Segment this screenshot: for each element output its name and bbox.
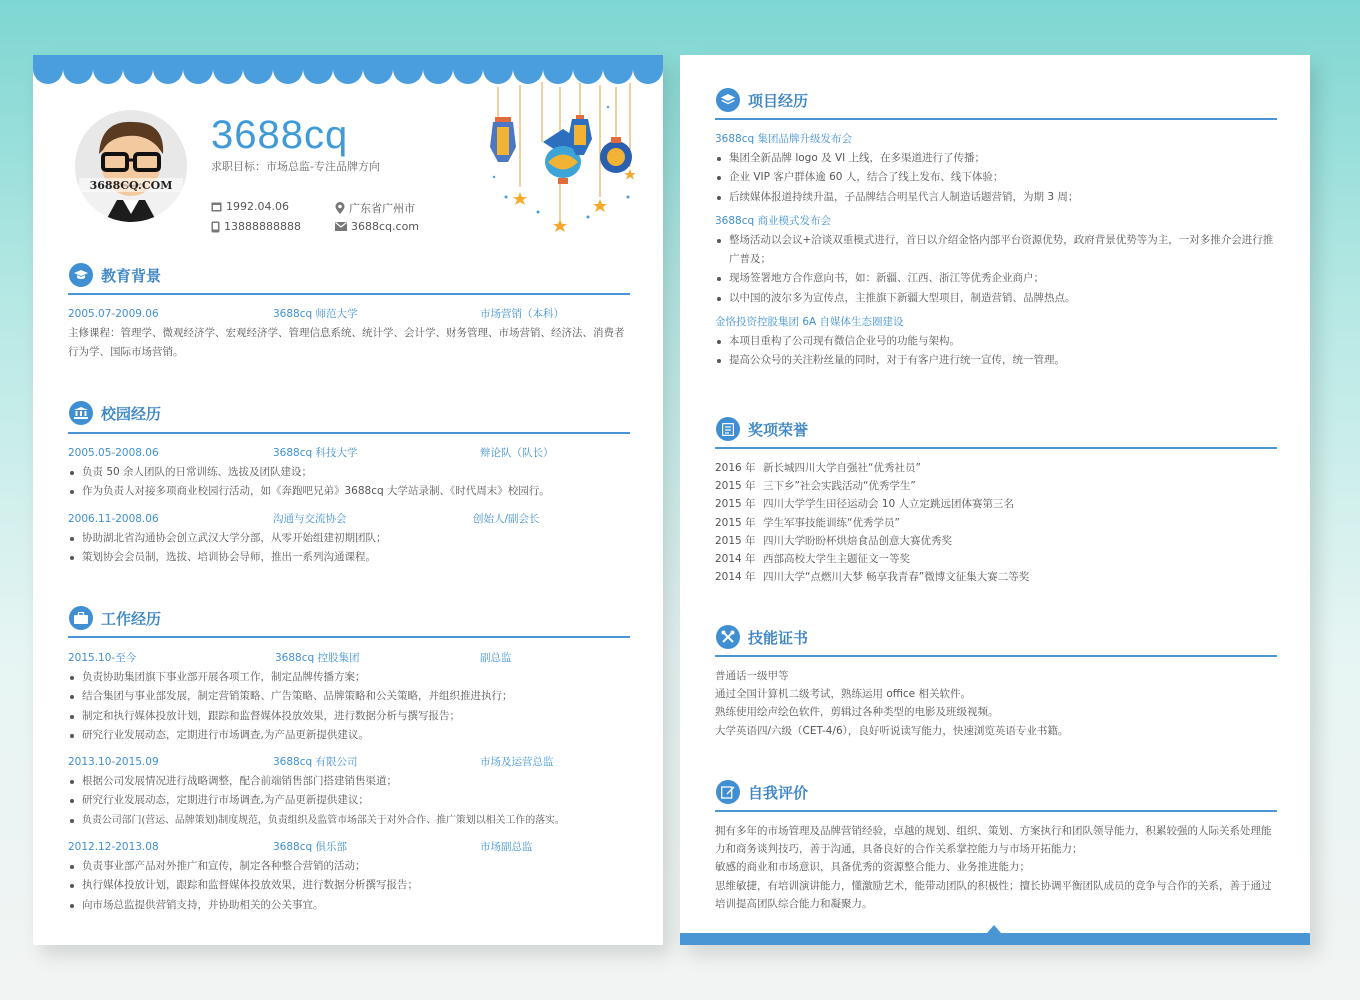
- section-education-header: [69, 263, 161, 287]
- calendar-icon: [211, 201, 222, 212]
- footer-bar: [680, 933, 1310, 945]
- avatar-watermark: 3688CQ.COM: [89, 179, 173, 192]
- awards-list: [715, 459, 1277, 586]
- scallop-arc: [93, 55, 123, 84]
- work-role: 市场副总监: [480, 841, 533, 854]
- award-item: [715, 477, 1277, 495]
- list-item: 现场签署地方合作意向书，如：新疆、江西、浙江等优秀企业商户；: [715, 269, 1277, 288]
- award-item: [715, 550, 1277, 568]
- education-date: 2005.07-2009.06: [68, 308, 159, 320]
- award-text: 学生军事技能训练“优秀学员”: [763, 516, 900, 529]
- campus-date: 2005.05-2008.06: [68, 447, 159, 459]
- list-item: 提高公众号的关注粉丝量的同时，对于有客户进行统一宣传，统一管理。: [715, 351, 1277, 370]
- award-text: 三下乡”社会实践活动“优秀学生”: [763, 480, 916, 493]
- list-item: 研究行业发展动态，定期进行市场调查,为产品更新提供建议。: [68, 726, 630, 745]
- lantern-4: [600, 137, 632, 173]
- work-row: [68, 649, 630, 668]
- section-skills-title: 技能证书: [748, 628, 809, 647]
- list-item: 集团全新品牌 logo 及 VI 上线，在多渠道进行了传播；: [715, 149, 1277, 168]
- list-item: 向市场总监提供营销支持，并协助相关的公关事宜。: [68, 896, 630, 915]
- self-eval-line: 敏感的商业和市场意识，具备优秀的资源整合能力、业务推进能力；: [715, 861, 1030, 874]
- campus-row: [68, 444, 630, 463]
- edit-icon: [716, 780, 740, 804]
- scallop-arc: [333, 55, 363, 84]
- tools-icon: [716, 625, 740, 649]
- section-awards-header: [716, 417, 808, 441]
- section-divider: [715, 655, 1277, 657]
- campus-org: 3688cq 科技大学: [273, 447, 358, 459]
- section-projects-header: [716, 88, 808, 112]
- work-entry: [68, 649, 630, 745]
- birth-date-text: 1992.04.06: [226, 200, 289, 213]
- lantern-decoration: [488, 77, 638, 237]
- award-text: 四川大学“点燃川大梦 畅享我青春”微博文征集大赛二等奖: [763, 571, 1030, 584]
- award-text: 西部高校大学生主题征文一等奖: [763, 553, 910, 566]
- work-org: 3688cq 有限公司: [273, 756, 358, 769]
- work-row: [68, 753, 630, 772]
- award-item: [715, 459, 1277, 477]
- list-item: 后续媒体报道持续升温，子品牌结合明星代言人制造话题营销，为期 3 周；: [715, 188, 1277, 207]
- work-date: 2013.10-2015.09: [68, 756, 159, 769]
- award-text: 四川大学学生田径运动会 10 人立定跳远团体赛第三名: [763, 498, 1015, 511]
- campus-entry: [68, 444, 630, 502]
- list-item: 根据公司发展情况进行战略调整，配合前端销售部门搭建销售渠道；: [68, 772, 630, 791]
- email: [335, 220, 419, 233]
- section-divider: [68, 636, 630, 638]
- graduation-cap-icon: [69, 263, 93, 287]
- list-item: 企业 VIP 客户群体逾 60 人，结合了线上发布、线下体验；: [715, 168, 1277, 187]
- award-item: [715, 495, 1277, 513]
- section-divider: [715, 118, 1277, 120]
- section-awards-title: 奖项荣誉: [748, 420, 809, 439]
- candidate-name: 3688cq: [211, 113, 349, 157]
- briefcase-icon: [69, 606, 93, 630]
- scallop-arc: [423, 55, 453, 84]
- section-self-title: 自我评价: [748, 783, 809, 802]
- footer-triangle: [987, 925, 1001, 933]
- section-self-header: [716, 780, 808, 804]
- skill-line: 熟练使用绘声绘色软件，剪辑过各种类型的电影及班级视频。: [715, 706, 999, 719]
- scallop-arc: [243, 55, 273, 84]
- location-pin-icon: [335, 202, 345, 214]
- award-item: [715, 514, 1277, 532]
- award-year: 2015 年: [715, 480, 756, 493]
- campus-role: 辩论队（队长）: [480, 447, 554, 459]
- email-text: 3688cq.com: [351, 220, 420, 233]
- campus-org: 沟通与交流协会: [273, 512, 347, 525]
- work-org: 3688cq 俱乐部: [273, 841, 347, 854]
- scallop-arc: [153, 55, 183, 84]
- list-item: 负责公司部门(营运、品牌策划)制度规范，负责组织及监管市场部关于对外合作、推广策划以相关工作的落实。: [68, 811, 630, 830]
- campus-date: 2006.11-2008.06: [68, 512, 159, 525]
- list-item: 作为负责人对接多项商业校园行活动，如《奔跑吧兄弟》3688cq 大学站录制、《时代周末》校园行。: [68, 482, 630, 501]
- skills-list: [715, 667, 1277, 740]
- project-name: 3688cq 集团品牌升级发布会: [715, 133, 852, 145]
- section-divider: [715, 447, 1277, 449]
- work-entries: [68, 649, 630, 915]
- section-education-title: 教育背景: [101, 266, 162, 285]
- award-year: 2014 年: [715, 553, 756, 566]
- self-eval-line: 拥有多年的市场管理及品牌营销经验，卓越的规划、组织、策划、方案执行和团队领导能力，积累较强的人际关系处理能力和商务谈判技巧，善于沟通，具备良好的合作关系掌控能力与市场开拓能力；: [715, 825, 1272, 856]
- list-item: 负责协助集团旗下事业部开展各项工作，制定品牌传播方案；: [68, 668, 630, 687]
- project-name: 3688cq 商业模式发布会: [715, 214, 831, 227]
- phone: [211, 220, 301, 233]
- section-campus-header: [69, 401, 161, 425]
- certificate-icon: [716, 417, 740, 441]
- email-icon: [335, 222, 347, 231]
- lantern-1: [490, 117, 516, 162]
- work-date: 2012.12-2013.08: [68, 841, 159, 854]
- scallop-arc: [63, 55, 93, 84]
- list-item: 负责事业部产品对外推广和宣传，制定各种整合营销的活动；: [68, 857, 630, 876]
- scallop-arc: [363, 55, 393, 84]
- list-item: 制定和执行媒体投放计划，跟踪和监督媒体投放效果，进行数据分析与撰写报告；: [68, 707, 630, 726]
- work-role: 市场及运营总监: [480, 756, 554, 769]
- award-year: 2016 年: [715, 462, 756, 474]
- education-entry: [68, 305, 630, 362]
- list-item: 策划协会会员制，选拔、培训协会导师，推出一系列沟通课程。: [68, 548, 630, 567]
- phone-text: 13888888888: [224, 220, 301, 233]
- education-courses: 主修课程：管理学、微观经济学、宏观经济学、管理信息系统、统计学、会计学、财务管理、市场营销、经济法、消费者行为学、国际市场营销。: [68, 327, 625, 358]
- institution-icon: [69, 401, 93, 425]
- project-entries: [715, 130, 1277, 371]
- education-row: [68, 305, 630, 324]
- award-year: 2015 年: [715, 516, 756, 529]
- work-entry: [68, 753, 630, 830]
- work-date: 2015.10-至今: [68, 652, 137, 664]
- phone-icon: [211, 221, 220, 233]
- self-evaluation: [715, 822, 1277, 913]
- section-work-header: [69, 606, 161, 630]
- education-school: 3688cq 师范大学: [273, 308, 358, 320]
- award-year: 2015 年: [715, 498, 756, 511]
- award-item: [715, 568, 1277, 586]
- campus-entries: [68, 444, 630, 567]
- scallop-arc: [183, 55, 213, 84]
- list-item: 结合集团与事业部发展，制定营销策略、广告策略、品牌策略和公关策略，并组织推进执行；: [68, 687, 630, 706]
- section-divider: [715, 810, 1277, 812]
- list-item: 研究行业发展动态，定期进行市场调查,为产品更新提供建议；: [68, 791, 630, 810]
- campus-row: [68, 510, 630, 529]
- section-projects-title: 项目经历: [748, 91, 809, 110]
- list-item: 以中国的波尔多为宣传点，主推旗下新疆大型项目，制造营销、品牌热点。: [715, 289, 1277, 308]
- scallop-arc: [453, 55, 483, 84]
- list-item: 协助湖北省沟通协会创立武汉大学分部，从零开始组建初期团队；: [68, 529, 630, 548]
- list-item: 整场活动以会议+洽谈双重模式进行，首日以介绍金恪内部平台资源优势，政府背景优势等为主，一对多推介会进行推广普及；: [715, 231, 1277, 270]
- award-year: 2015 年: [715, 534, 756, 547]
- list-item: 执行媒体投放计划，跟踪和监督媒体投放效果，进行数据分析撰写报告；: [68, 876, 630, 895]
- education-major: 市场营销（本科）: [480, 308, 564, 320]
- birth-date: [211, 200, 289, 213]
- scallop-arc: [393, 55, 423, 84]
- list-item: 本项目重构了公司现有微信企业号的功能与架构。: [715, 332, 1277, 351]
- project-name: 金恪投资控股集团 6A 自媒体生态圈建设: [715, 316, 904, 329]
- work-entry: [68, 838, 630, 915]
- job-objective: 求职目标：市场总监-专注品牌方向: [211, 160, 380, 173]
- section-campus-title: 校园经历: [101, 404, 162, 423]
- scallop-arc: [303, 55, 333, 84]
- section-divider: [68, 293, 630, 295]
- work-org: 3688cq 控股集团: [275, 652, 360, 664]
- location: [335, 200, 415, 216]
- work-row: [68, 838, 630, 857]
- layers-icon: [716, 88, 740, 112]
- skill-line: 普通话一级甲等: [715, 670, 789, 682]
- resume-page-right: [680, 55, 1310, 945]
- resume-page-left: [33, 55, 663, 945]
- scallop-arc: [213, 55, 243, 84]
- list-item: 负责 50 余人团队的日常训练、选拔及团队建设；: [68, 463, 630, 482]
- award-text: 四川大学盼盼杯烘焙食品创意大赛优秀奖: [763, 534, 952, 547]
- section-work-title: 工作经历: [101, 609, 162, 628]
- scallop-arc: [33, 55, 63, 84]
- campus-role: 创始人/副会长: [473, 512, 540, 525]
- scallop-arc: [123, 55, 153, 84]
- section-skills-header: [716, 625, 808, 649]
- award-text: 新长城四川大学自强社“优秀社员”: [763, 462, 921, 474]
- self-eval-line: 思维敏捷，有培训演讲能力，懂激励艺术，能带动团队的积极性；擅长协调平衡团队成员的竞争与合作的关系，善于通过培训提高团队综合能力和凝聚力。: [715, 879, 1272, 910]
- award-year: 2014 年: [715, 571, 756, 584]
- award-item: [715, 532, 1277, 550]
- campus-entry: [68, 510, 630, 568]
- work-role: 副总监: [480, 652, 512, 664]
- section-divider: [68, 432, 630, 434]
- skill-line: 大学英语四/六级（CET-4/6），良好听说读写能力，快速浏览英语专业书籍。: [715, 724, 1069, 737]
- avatar: [75, 110, 187, 222]
- skill-line: 通过全国计算机二级考试，熟练运用 office 相关软件。: [715, 688, 971, 701]
- scallop-arc: [273, 55, 303, 84]
- location-text: 广东省广州市: [349, 202, 415, 215]
